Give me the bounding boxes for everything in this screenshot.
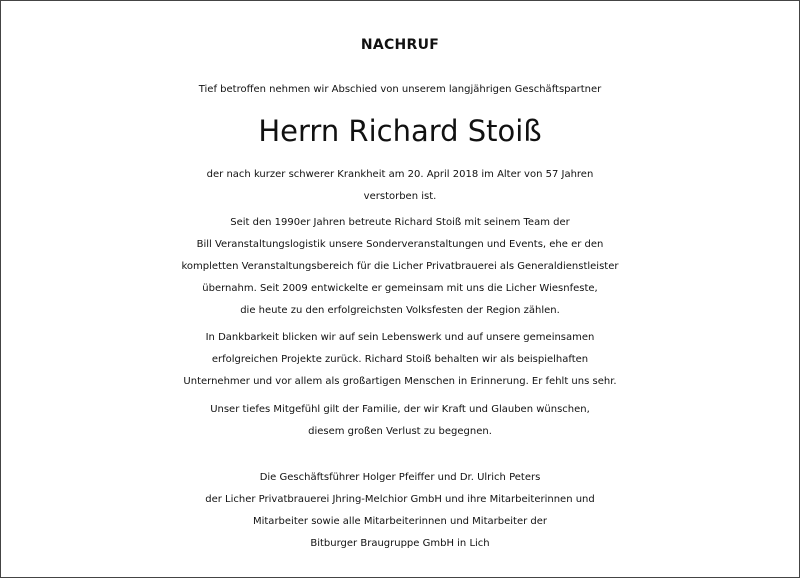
deceased-name: Herrn Richard Stoiß xyxy=(258,114,542,148)
paragraph-line: Seit den 1990er Jahren betreute Richard Stoiß mit seinem Team der xyxy=(230,217,570,228)
notice-heading: NACHRUF xyxy=(360,37,440,53)
paragraph-line: Bill Veranstaltungslogistik unsere Sonderveranstaltungen und Events, ehe er den xyxy=(196,239,604,250)
signature-line: der Licher Privatbrauerei Jhring-Melchior GmbH und ihre Mitarbeiterinnen und xyxy=(205,494,595,505)
paragraph-line: In Dankbarkeit blicken wir auf sein Lebenswerk und auf unsere gemeinsamen xyxy=(205,332,595,343)
death-line: der nach kurzer schwerer Krankheit am 20. April 2018 im Alter von 57 Jahren xyxy=(206,169,594,180)
paragraph-line: kompletten Veranstaltungsbereich für die Licher Privatbrauerei als Generaldienstleister xyxy=(181,261,619,272)
paragraph-line: übernahm. Seit 2009 entwickelte er gemeinsam mit uns die Licher Wiesnfeste, xyxy=(202,283,598,294)
intro-text xyxy=(41,79,759,101)
death-statement xyxy=(41,164,759,208)
death-line: verstorben ist. xyxy=(363,191,437,202)
paragraph-line: Unser tiefes Mitgefühl gilt der Familie, der wir Kraft und Glauben wünschen, xyxy=(210,404,590,415)
paragraph-gratitude xyxy=(41,327,759,393)
paragraph-line: Unternehmer und vor allem als großartigen Menschen in Erinnerung. Er fehlt uns sehr. xyxy=(183,376,617,387)
signature-line: Mitarbeiter sowie alle Mitarbeiterinnen und Mitarbeiter der xyxy=(252,516,547,527)
paragraph-line: erfolgreichen Projekte zurück. Richard Stoiß behalten wir als beispielhaften xyxy=(211,354,589,365)
signature-line: Die Geschäftsführer Holger Pfeiffer und Dr. Ulrich Peters xyxy=(259,472,541,483)
paragraph-line: diesem großen Verlust zu begegnen. xyxy=(308,426,492,437)
intro-line: Tief betroffen nehmen wir Abschied von unserem langjährigen Geschäftspartner xyxy=(198,84,602,95)
paragraph-condolence xyxy=(41,399,759,443)
signature-block xyxy=(41,467,759,555)
paragraph-career xyxy=(41,212,759,322)
paragraph-line: die heute zu den erfolgreichsten Volksfesten der Region zählen. xyxy=(240,305,560,316)
signature-line: Bitburger Braugruppe GmbH in Lich xyxy=(310,538,490,549)
